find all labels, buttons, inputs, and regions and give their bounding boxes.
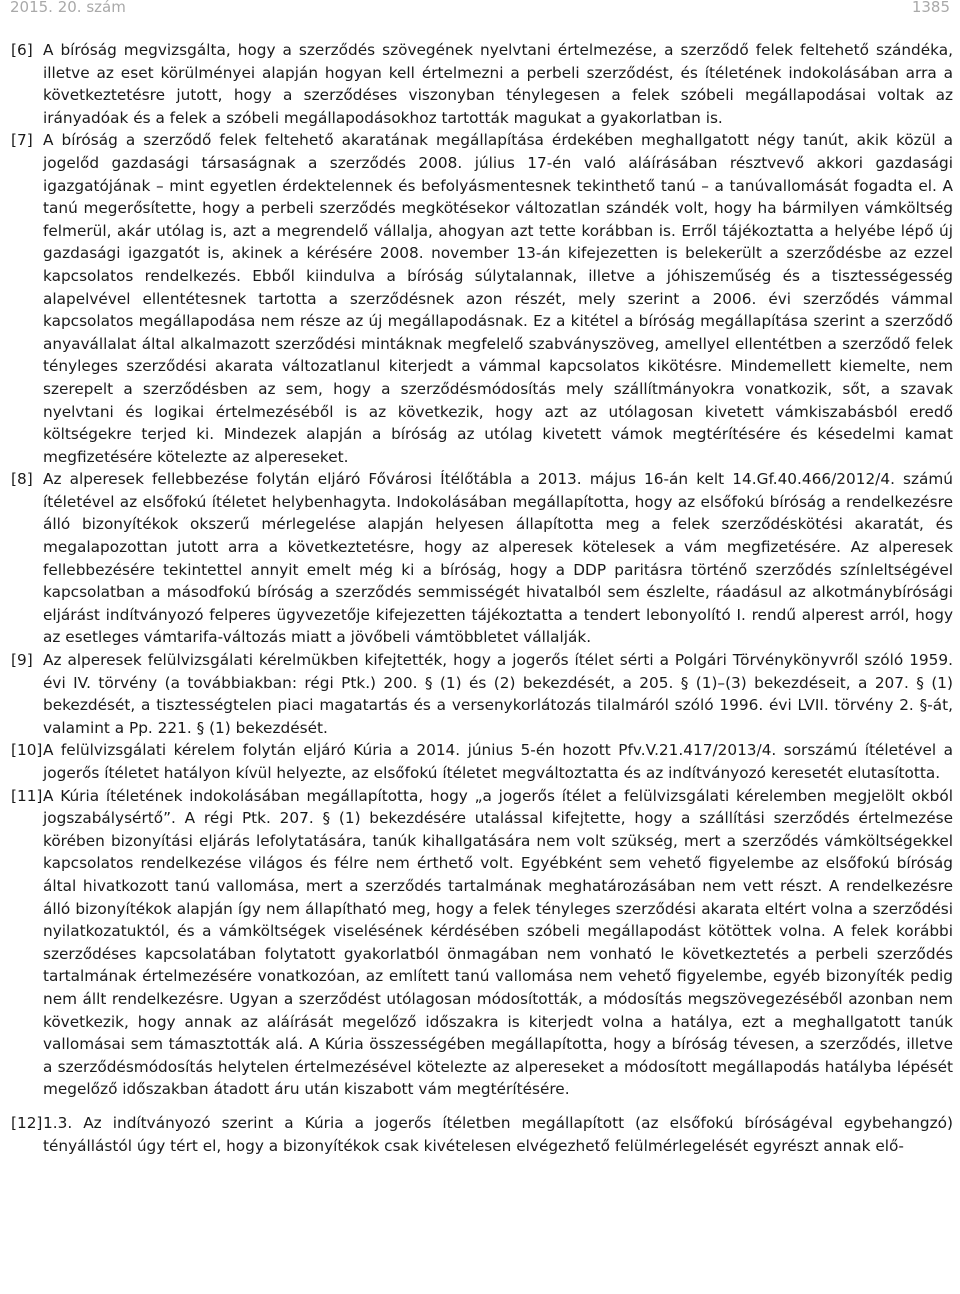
paragraph-number: [8]	[11, 470, 33, 489]
paragraph-9	[0, 649, 960, 739]
paragraph-text: 1.3. Az indítványozó szerint a Kúria a jogerős ítéletben megállapított (az elsőfokú bíróságéval egybehangzó) tényállástól úgy tért el, hogy a bizonyítékok csak kivételesen elvégezhető felülmérlegelését egyrészt annak elő-	[43, 1113, 953, 1155]
paragraph-number: [12]	[11, 1113, 43, 1132]
paragraph-number: [6]	[11, 41, 33, 59]
paragraph-number: [10]	[11, 741, 43, 760]
paragraph-text: A Kúria ítéletének indokolásában megállapította, hogy „a jogerős ítélet a felülvizsgálati kérelemben megjelölt okból jogszabálysértő”. A régi Ptk. 207. § (1) bekezdésére utalással kifejtette, hogy a szállítási szerződés értelmezése körében bizonyítási eljárás lefolytatására, tanúk kihallgatására nem volt szükség, mert a szerződés vámköltségekkel kapcsolatos rendelkezése világos és félre nem érthető volt. Egyébként sem vehető figyelembe az elsőfokú bíróság által hivatkozott tanú vallomása, mert a szerződés tartalmának meghatározásában nem vett részt. A rendelkezésre álló bizonyítékok alapján így nem állapítható meg, hogy a felek tényleges szerződési akarata eltért volna a szerződési nyilatkozatuktól, és a vámköltségek viselésének kérdésében szóbeli megállapodást kötöttek volna. A felek korábbi szerződéses kapcsolatában folytatott gyakorlatból önmagában nem vonható le következtetés a perbeli szerződés tartalmának értelmezésére vonatkozóan, az említett tanú vallomása nem vehető figyelembe, egyéb bizonyíték pedig nem állt rendelkezésre. Ugyan a szerződést utólagosan módosították, a módosítás megszövegezéséből azonban nem következik, hogy annak az aláírását megelőző időszakra is kiterjedt volna a hatálya, ezt a meghallgatott tanúk vallomásai sem támasztották alá. A Kúria összességében megállapította, hogy a bíróság tévesen, a szerződés, illetve a szerződésmódosítás helytelen értelmezésével kötelezte az alpereseket a módosított megállapodás hatályba lépését megelőző időszakban átadott áru után kiszabott vám megtérítésére.	[43, 786, 953, 1099]
page-number: 1385	[911, 0, 950, 16]
page-header	[10, 0, 950, 22]
paragraph-text: A bíróság megvizsgálta, hogy a szerződés szövegének nyelvtani értelmezése, a szerződő felek feltehető szándéka, illetve az eset körülményei alapján hogyan kell értelmezni a perbeli szerződést, és ítéletének indokolásában arra a következtetésre jutott, hogy a szerződéses viszonyban ténylegesen a felek szóbeli megállapodásai voltak az irányadóak és a felek a szóbeli megállapodásokhoz tartották magukat a gyakorlatban is.	[43, 41, 953, 127]
paragraph-10	[0, 739, 960, 784]
paragraph-number: [7]	[11, 131, 33, 150]
paragraph-11	[0, 785, 960, 1101]
document-body	[0, 39, 960, 1157]
paragraph-6	[0, 39, 960, 129]
paragraph-number: [11]	[11, 786, 43, 805]
paragraph-text: A felülvizsgálati kérelem folytán eljáró Kúria a 2014. június 5-én hozott Pfv.V.21.417/2013/4. sorszámú ítéletével a jogerős ítéletet hatályon kívül helyezte, az elsőfokú ítéletet megváltoztatta és az indítványozó keresetét elutasította.	[43, 741, 953, 782]
paragraph-text: Az alperesek felülvizsgálati kérelmükben kifejtették, hogy a jogerős ítélet sérti a Polgári Törvénykönyvről szóló 1959. évi IV. törvény (a továbbiakban: régi Ptk.) 200. § (1) és (2) bekezdését, a 205. § (1)–(3) bekezdéseit, a 207. § (1) bekezdését, a tisztességtelen piaci magatartás és a versenykorlátozás tilalmáról szóló 1996. évi LVII. törvény 2. §-át, valamint a Pp. 221. § (1) bekezdését.	[43, 651, 953, 737]
paragraph-number: [9]	[11, 651, 33, 670]
issue-label: 2015. 20. szám	[10, 0, 126, 16]
paragraph-text: A bíróság a szerződő felek feltehető akaratának megállapítása érdekében meghallgatott négy tanút, akik közül a jogelőd gazdasági társaságnak a szerződés 2008. július 17-én való aláírásában résztvevő akkori gazdasági igazgatójának – mint egyetlen érdektelennek és befolyásmentesnek tekinthető tanú – a tanúvallomását fogadta el. A tanú megerősítette, hogy a perbeli szerződés megkötésekor változatlan szándék volt, hogy ha bármilyen vámköltség felmerül, akár utólag is, azt a megrendelő vállalja, ahogyan azt tette korábban is. Erről tájékoztatta a helyébe lépő új gazdasági igazgatót is, akinek a kérésére 2008. november 13-án kifejezetten is belekerült a szerződésbe az ezzel kapcsolatos rendelkezés. Ebből kiindulva a bíróság súlytalannak, illetve a jóhiszeműség és a tisztességesség alapelvével ellentétesnek tartotta a szerződésnek azon részét, mely szerint a 2006. évi szerződés vámmal kapcsolatos megállapodása nem része az új megállapodásnak. Ez a kitétel a bíróság megállapítása szerint a szerződő anyavállalat által alkalmazott szerződési mintáknak megfelelő szabványszöveg, amellyel ellentétben a szerződő felek tényleges szerződési akarata változatlanul kiterjedt a vámmal kapcsolatos kikötésre. Mindemellett kiemelte, nem szerepelt a szerződésben az sem, hogy a szerződésmódosítás mely szállítmányokra vonatkozik, sőt, a szavak nyelvtani és logikai értelmezéséből is az következik, hogy azt az utólagosan kivetett vámkiszabásból eredő költségekre terjed ki. Mindezek alapján a bíróság az utólag kivetett vámok megtérítésére és késedelmi kamat megfizetésére kötelezte az alpereseket.	[43, 131, 953, 466]
paragraph-text: Az alperesek fellebbezése folytán eljáró Fővárosi Ítélőtábla a 2013. május 16-án kelt 14.Gf.40.466/2012/4. számú ítéletével az elsőfokú ítéletet helybenhagyta. Indokolásában megállapította, hogy az elsőfokú bíróság a rendelkezésre álló bizonyítékok okszerű mérlegelése alapján helyesen állapította meg a felek szerződéskötési akaratát, és megalapozottan jutott arra a következtetésre, hogy az alperesek kötelesek a vám megfizetésére. Az alperesek fellebbezésére tekintettel annyit emelt még ki a bíróság, hogy a DDP paritásra történő szerződés színleltségével kapcsolatban a másodfokú bíróság a szerződés semmisségét hivatalból sem észlelte, ráadásul az alkotmánybírósági eljárást indítványozó felperes ügyvezetője kifejezetten tájékoztatta a tendert lebonyolító I. rendű alperest arról, hogy az esetleges vámtarifa-változás miatt a jövőbeli vámtöbbletet vállalják.	[43, 470, 953, 647]
paragraph-12	[0, 1112, 960, 1157]
paragraph-7	[0, 129, 960, 468]
paragraph-8	[0, 468, 960, 649]
